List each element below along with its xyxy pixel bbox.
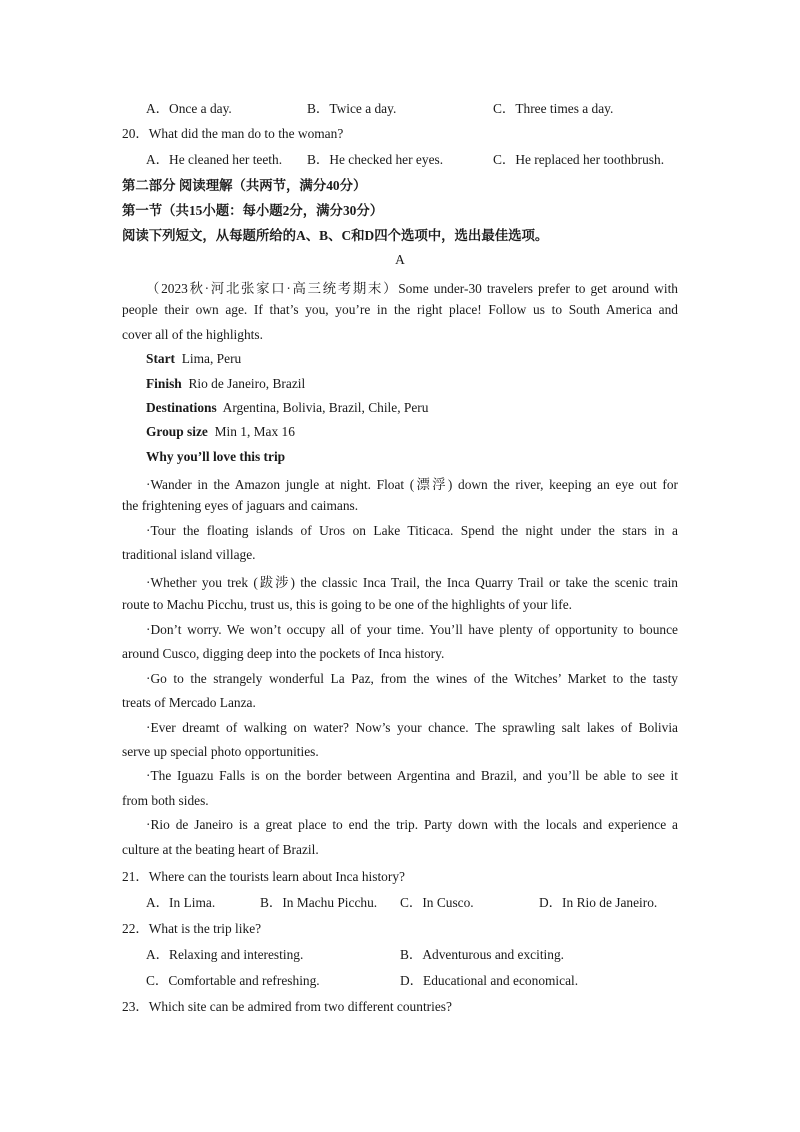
q20-option-b[interactable]: B．He checked her eyes. [307,152,444,167]
why-heading: Why you’ll love this trip [146,449,286,464]
q19-option-b[interactable]: B．Twice a day. [307,101,397,116]
q22-options-row-2 [0,970,800,990]
q21-option-a[interactable]: A．In Lima. [146,895,216,910]
part2-heading: 第二部分 阅读理解（共两节，满分40分） [122,178,367,193]
bullet-7-line-1: ·The Iguazu Falls is on the border between Argentina and Brazil, and you’ll be able to see it [146,768,678,783]
bullet-4-line-1: ·Don’t worry. We won’t occupy all of your time. You’ll have plenty of opportunity to bounce [146,622,678,637]
q20-options [0,149,800,169]
q20-option-a[interactable]: A．He cleaned her teeth. [146,152,283,167]
bullet-5-line-1: ·Go to the strangely wonderful La Paz, from the wines of the Witches’ Market to the tasty [146,671,678,686]
q22-options-row-1 [0,944,800,964]
fact-group-size [146,424,295,440]
bullet-8-line-2: culture at the beating heart of Brazil. [122,842,319,857]
q22-option-d[interactable]: D．Educational and economical. [400,973,579,988]
passage-label: A [395,252,405,267]
q21-option-b[interactable]: B．In Machu Picchu. [260,895,378,910]
bullet-6-line-2: serve up special photo opportunities. [122,744,319,759]
intro-line-3: cover all of the highlights. [122,327,263,342]
fact-start-value: Lima, Peru [181,351,242,366]
instructions: 阅读下列短文，从每题所给的A、B、C和D四个选项中，选出最佳选项。 [122,228,549,243]
section1-heading: 第一节（共15小题：每小题2分，满分30分） [122,203,384,218]
q22-option-b[interactable]: B．Adventurous and exciting. [400,947,565,962]
q21-options [0,892,800,912]
q20-option-c[interactable]: C．He replaced her toothbrush. [493,152,665,167]
bullet-1-line-1: ·Wander in the Amazon jungle at night. Float (漂浮) down the river, keeping an eye out for [146,477,678,492]
intro-line-2: people their own age. If that’s you, you’re in the right place! Follow us to South America and [122,302,678,317]
bullet-4-line-2: around Cusco, digging deep into the pockets of Inca history. [122,646,445,661]
bullet-8-line-1: ·Rio de Janeiro is a great place to end the trip. Party down with the locals and experience a [146,817,678,832]
bullet-3-line-2: route to Machu Picchu, trust us, this is going to be one of the highlights of your life. [122,597,573,612]
fact-start [146,351,241,367]
fact-group-size-value: Min 1, Max 16 [214,424,295,439]
q19-option-c[interactable]: C．Three times a day. [493,101,614,116]
fact-start-label: Start [146,351,176,366]
q23-stem: 23．Which site can be admired from two different countries? [122,999,452,1014]
q22-option-a[interactable]: A．Relaxing and interesting. [146,947,304,962]
fact-finish-label: Finish [146,376,182,391]
bullet-5-line-2: treats of Mercado Lanza. [122,695,256,710]
fact-group-size-label: Group size [146,424,208,439]
fact-destinations [146,400,428,416]
bullet-6-line-1: ·Ever dreamt of walking on water? Now’s your chance. The sprawling salt lakes of Bolivia [146,720,678,735]
q19-option-a[interactable]: A．Once a day. [146,101,232,116]
bullet-1-line-2: the frightening eyes of jaguars and caimans. [122,498,359,513]
q21-option-d[interactable]: D．In Rio de Janeiro. [539,895,658,910]
fact-destinations-label: Destinations [146,400,217,415]
bullet-3-line-1: ·Whether you trek (跋涉) the classic Inca Trail, the Inca Quarry Trail or take the scenic train [146,575,678,590]
bullet-7-line-2: from both sides. [122,793,209,808]
fact-finish [146,376,305,392]
bullet-2-line-1: ·Tour the floating islands of Uros on Lake Titicaca. Spend the night under the stars in a [146,523,678,538]
q21-option-c[interactable]: C．In Cusco. [400,895,474,910]
fact-destinations-value: Argentina, Bolivia, Brazil, Chile, Peru [222,400,429,415]
q19-options [0,98,800,118]
q21-stem: 21．Where can the tourists learn about Inca history? [122,869,405,884]
fact-finish-value: Rio de Janeiro, Brazil [188,376,306,391]
intro-line-1: （2023秋·河北张家口·高三统考期末）Some under-30 travelers prefer to get around with [146,281,678,296]
q22-stem: 22．What is the trip like? [122,921,262,936]
q22-option-c[interactable]: C．Comfortable and refreshing. [146,973,320,988]
bullet-2-line-2: traditional island village. [122,547,256,562]
q20-stem: 20．What did the man do to the woman? [122,126,344,141]
